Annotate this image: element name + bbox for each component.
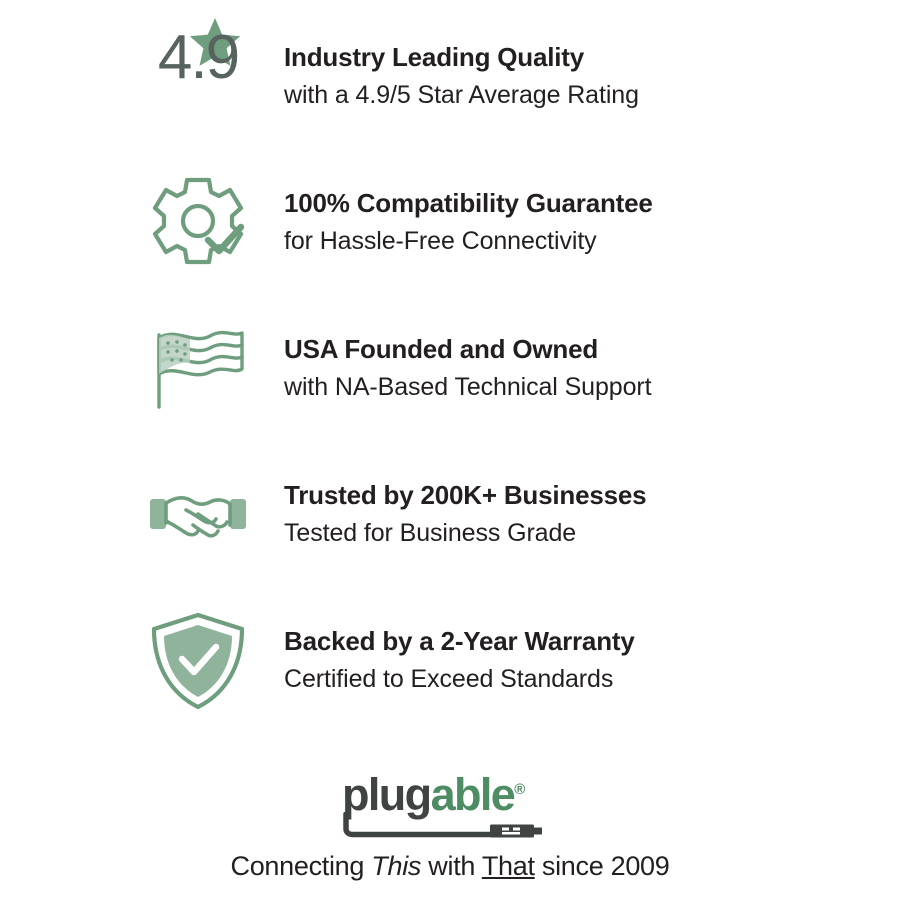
registered-mark: ® [514, 781, 526, 798]
feature-title: USA Founded and Owned [284, 333, 599, 364]
list-item [0, 150, 900, 296]
feature-title: Backed by a 2-Year Warranty [284, 625, 635, 656]
feature-subtitle: for Hassle-Free Connectivity [284, 226, 597, 255]
list-item [0, 296, 900, 442]
rating-value: 4.9 [157, 23, 239, 92]
tagline-pre: Connecting [230, 851, 372, 881]
logo-text-able: able [430, 769, 515, 820]
feature-text [250, 189, 653, 257]
tagline-italic: This [371, 851, 422, 881]
footer [0, 769, 900, 882]
logo-wordmark [342, 769, 526, 820]
tagline-underline: That [481, 851, 535, 881]
feature-subtitle: Tested for Business Grade [284, 518, 577, 547]
feature-text [250, 335, 651, 403]
feature-subtitle: Certified to Exceed Standards [284, 664, 614, 693]
list-item [0, 4, 900, 150]
tagline [0, 851, 900, 882]
shield-check-icon [146, 609, 250, 713]
feature-subtitle: with NA-Based Technical Support [284, 372, 652, 401]
tagline-post: since 2009 [534, 851, 670, 881]
feature-title: 100% Compatibility Guarantee [284, 187, 653, 218]
feature-subtitle: with a 4.9/5 Star Average Rating [284, 80, 639, 109]
feature-title: Industry Leading Quality [284, 41, 585, 72]
tagline-mid: with [421, 851, 482, 881]
gear-check-icon [146, 171, 250, 275]
logo-text-plug: plug [342, 769, 431, 820]
rating-star-icon [146, 25, 250, 129]
list-item [0, 442, 900, 588]
list-item [0, 588, 900, 734]
usb-cable-icon [342, 812, 558, 843]
feature-title: Trusted by 200K+ Businesses [284, 479, 647, 510]
handshake-icon [146, 463, 250, 567]
plugable-logo [342, 769, 558, 834]
feature-text [250, 43, 639, 111]
feature-text [250, 481, 646, 549]
feature-text [250, 627, 635, 695]
usa-flag-icon [146, 317, 250, 421]
